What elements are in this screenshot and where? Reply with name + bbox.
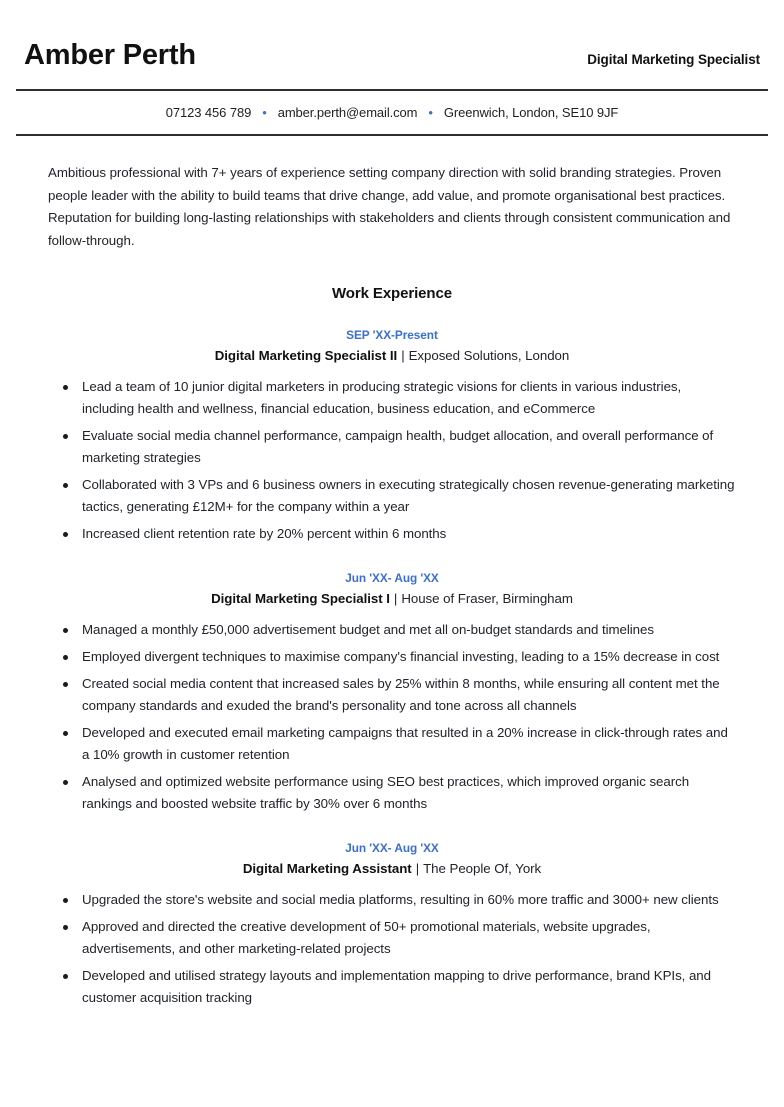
- job-bullet-text: Evaluate social media channel performance, campaign health, budget allocation, and overall performance of marketing strategies: [82, 428, 714, 465]
- bullet-dot-icon: [63, 898, 68, 903]
- job-bullet-text: Lead a team of 10 junior digital marketers in producing strategic visions for clients in various industries, including health and wellness, financial education, business education, and eCommerce: [82, 379, 682, 416]
- contact-separator-dot: •: [428, 105, 433, 120]
- job-bullet-text: Approved and directed the creative development of 50+ promotional materials, website upgrades, advertisements, and other marketing-related projects: [82, 919, 651, 956]
- job-bullet: [48, 474, 736, 518]
- job-bullet: [48, 889, 736, 911]
- job-heading: [16, 348, 768, 363]
- job-bullet-text: Employed divergent techniques to maximise company's financial investing, leading to a 15% decrease in cost: [82, 649, 720, 664]
- header-divider-bottom: [16, 134, 768, 136]
- bullet-dot-icon: [63, 925, 68, 930]
- job-bullet-text: Upgraded the store's website and social media platforms, resulting in 60% more traffic and 3000+ new clients: [82, 892, 719, 907]
- contact-separator-dot: •: [262, 105, 267, 120]
- job-bullet-list: [48, 889, 736, 1009]
- job-bullet: [48, 619, 736, 641]
- job-entry: [16, 571, 768, 815]
- job-bullet-text: Developed and utilised strategy layouts and implementation mapping to drive performance, brand KPIs, and customer acquisition tracking: [82, 968, 711, 1005]
- job-bullet-text: Collaborated with 3 VPs and 6 business owners in executing strategically chosen revenue-generating marketing tactics, generating £12M+ for the company within a year: [82, 477, 735, 514]
- job-bullet: [48, 916, 736, 960]
- job-separator: |: [415, 861, 420, 876]
- candidate-headline: Digital Marketing Specialist: [587, 52, 760, 67]
- bullet-dot-icon: [63, 385, 68, 390]
- section-title-work-experience: Work Experience: [332, 285, 452, 302]
- job-company: Exposed Solutions, London: [408, 348, 570, 363]
- job-separator: |: [401, 348, 405, 363]
- job-bullet-text: Developed and executed email marketing campaigns that resulted in a 20% increase in click-through rates and a 10% growth in customer retention: [82, 725, 728, 762]
- job-bullet: [48, 965, 736, 1009]
- job-heading: [16, 591, 768, 606]
- job-title: Digital Marketing Specialist II: [214, 348, 398, 363]
- professional-summary: Ambitious professional with 7+ years of experience setting company direction with solid branding strategies. Proven people leader with the ability to build teams that drive change, add value, and promote organisational best practices. Reputation for building long-lasting relationships with stakeholders and clients through consistent communication and follow-through.: [48, 165, 731, 248]
- resume-header: [16, 0, 768, 71]
- contact-phone[interactable]: 07123 456 789: [165, 105, 252, 120]
- job-bullet-list: [48, 619, 736, 815]
- bullet-dot-icon: [63, 682, 68, 687]
- job-dates: Jun 'XX- Aug 'XX: [345, 571, 439, 585]
- bullet-dot-icon: [63, 731, 68, 736]
- job-entry: [16, 841, 768, 1009]
- job-bullet-text: Managed a monthly £50,000 advertisement budget and met all on-budget standards and timelines: [82, 622, 654, 637]
- job-company: The People Of, York: [423, 861, 542, 876]
- job-bullet: [48, 771, 736, 815]
- job-bullet: [48, 376, 736, 420]
- job-entry: [16, 328, 768, 545]
- job-bullet-list: [48, 376, 736, 545]
- bullet-dot-icon: [63, 655, 68, 660]
- job-bullet: [48, 523, 736, 545]
- bullet-dot-icon: [63, 532, 68, 537]
- job-bullet-text: Created social media content that increased sales by 25% within 8 months, while ensuring all content met the company standards and exuded the brand's personality and tone across all channels: [82, 676, 720, 713]
- job-title: Digital Marketing Specialist I: [211, 591, 390, 606]
- job-heading: [16, 861, 768, 876]
- job-dates: SEP 'XX-Present: [346, 328, 438, 342]
- job-bullet: [48, 646, 736, 668]
- contact-line: [16, 91, 768, 134]
- job-company: House of Fraser, Birmingham: [401, 591, 573, 606]
- job-bullet: [48, 673, 736, 717]
- job-bullet-text: Increased client retention rate by 20% percent within 6 months: [82, 526, 447, 541]
- job-bullet: [48, 425, 736, 469]
- contact-email[interactable]: amber.perth@email.com: [277, 105, 418, 120]
- bullet-dot-icon: [63, 434, 68, 439]
- bullet-dot-icon: [63, 628, 68, 633]
- job-bullet: [48, 722, 736, 766]
- contact-location: Greenwich, London, SE10 9JF: [443, 105, 619, 120]
- job-bullet-text: Analysed and optimized website performance using SEO best practices, which improved organic search rankings and boosted website traffic by 30% over 6 months: [82, 774, 690, 811]
- job-title: Digital Marketing Assistant: [242, 861, 412, 876]
- bullet-dot-icon: [63, 974, 68, 979]
- job-separator: |: [393, 591, 398, 606]
- bullet-dot-icon: [63, 483, 68, 488]
- candidate-name: Amber Perth: [24, 39, 196, 71]
- job-dates: Jun 'XX- Aug 'XX: [345, 841, 439, 855]
- bullet-dot-icon: [63, 780, 68, 785]
